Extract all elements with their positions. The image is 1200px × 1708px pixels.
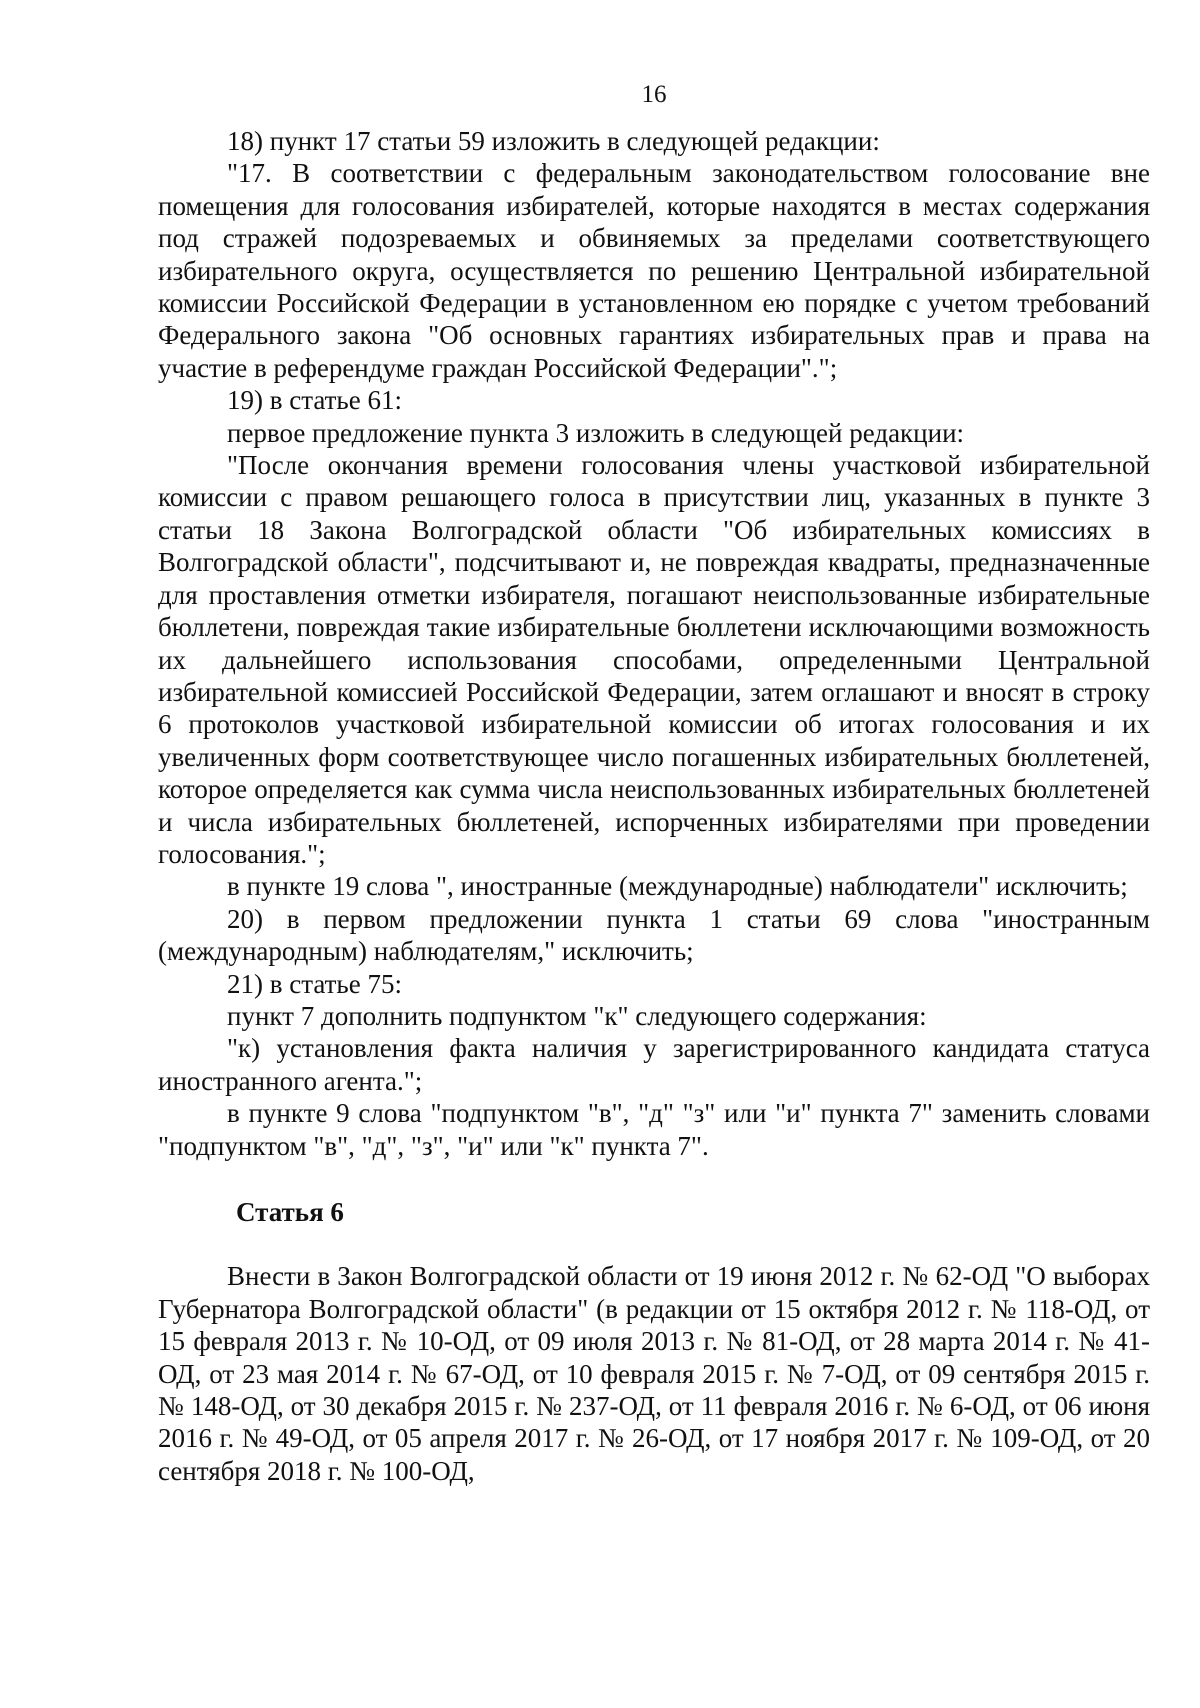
paragraph-17-text: "17. В соответствии с федеральным законодательством голосование вне помещения для голосования избирателей, которые находятся в местах содержания под стражей подозреваемых и обвиняемых за пределами соответствующего избирательного округа, осуществляется по решению Центральной избирательной комиссии Российской Федерации в установленном ею порядке с учетом требований Федерального закона "Об основных гарантиях избирательных прав и права на участие в референдуме граждан Российской Федерации"."; — [158, 158, 1150, 383]
paragraph-point-9: в пункте 9 слова "подпунктом "в", "д" "з" или "и" пункта 7" заменить словами "подпунктом "в", "д", "з", "и" или "к" пункта 7". — [158, 1098, 1150, 1161]
paragraph-19: 19) в статье 61: — [227, 385, 402, 416]
paragraph-first-sentence: первое предложение пункта 3 изложить в следующей редакции: — [227, 417, 965, 448]
paragraph-k: "к) установления факта наличия у зарегистрированного кандидата статуса иностранного агента."; — [158, 1033, 1150, 1096]
paragraph-article-6-intro: Внести в Закон Волгоградской области от 19 июня 2012 г. № 62-ОД "О выборах Губернатора Волгоградской области" (в редакции от 15 октября 2012 г. № 118-ОД, от 15 февраля 2013 г. № 10-ОД, от 09 июля 2013 г. № 81-ОД, от 28 марта 2014 г. № 41-ОД, от 23 мая 2014 г. № 67-ОД, от 10 февраля 2015 г. № 7-ОД, от 09 сентября 2015 г. № 148-ОД, от 30 декабря 2015 г. № 237-ОД, от 11 февраля 2016 г. № 6-ОД, от 06 июня 2016 г. № 49-ОД, от 05 апреля 2017 г. № 26-ОД, от 17 ноября 2017 г. № 109-ОД, от 20 сентября 2018 г. № 100-ОД, — [158, 1261, 1150, 1486]
article-heading: Статья 6 — [236, 1197, 344, 1227]
paragraph-after-voting: "После окончания времени голосования члены участковой избирательной комиссии с правом решающего голоса в присутствии лиц, указанных в пункте 3 статьи 18 Закона Волгоградской области "Об избирательных комиссиях в Волгоградской области", подсчитывают и, не повреждая квадраты, предназначенные для проставления отметки избирателя, погашают неиспользованные избирательные бюллетени, повреждая такие избирательные бюллетени исключающими возможность их дальнейшего использования способами, определенными Центральной избирательной комиссией Российской Федерации, затем оглашают и вносят в строку 6 протоколов участковой избирательной комиссии об итогах голосования и их увеличенных форм соответствующее число погашенных избирательных бюллетеней, которое определяется как сумма числа неиспользованных избирательных бюллетеней и числа избирательных бюллетеней, испорченных избирателями при проведении голосования."; — [158, 450, 1150, 869]
paragraph-21: 21) в статье 75: — [227, 968, 402, 999]
document-body — [158, 125, 1150, 1487]
paragraph-point-19: в пункте 19 слова ", иностранные (международные) наблюдатели" исключить; — [227, 871, 1128, 902]
paragraph-20: 20) в первом предложении пункта 1 статьи 69 слова "иностранным (международным) наблюдателям," исключить; — [158, 903, 1150, 967]
paragraph-point-7: пункт 7 дополнить подпунктом "к" следующего содержания: — [227, 1000, 927, 1031]
page-number: 16 — [641, 81, 667, 108]
paragraph-18: 18) пункт 17 статьи 59 изложить в следующей редакции: — [227, 126, 880, 156]
